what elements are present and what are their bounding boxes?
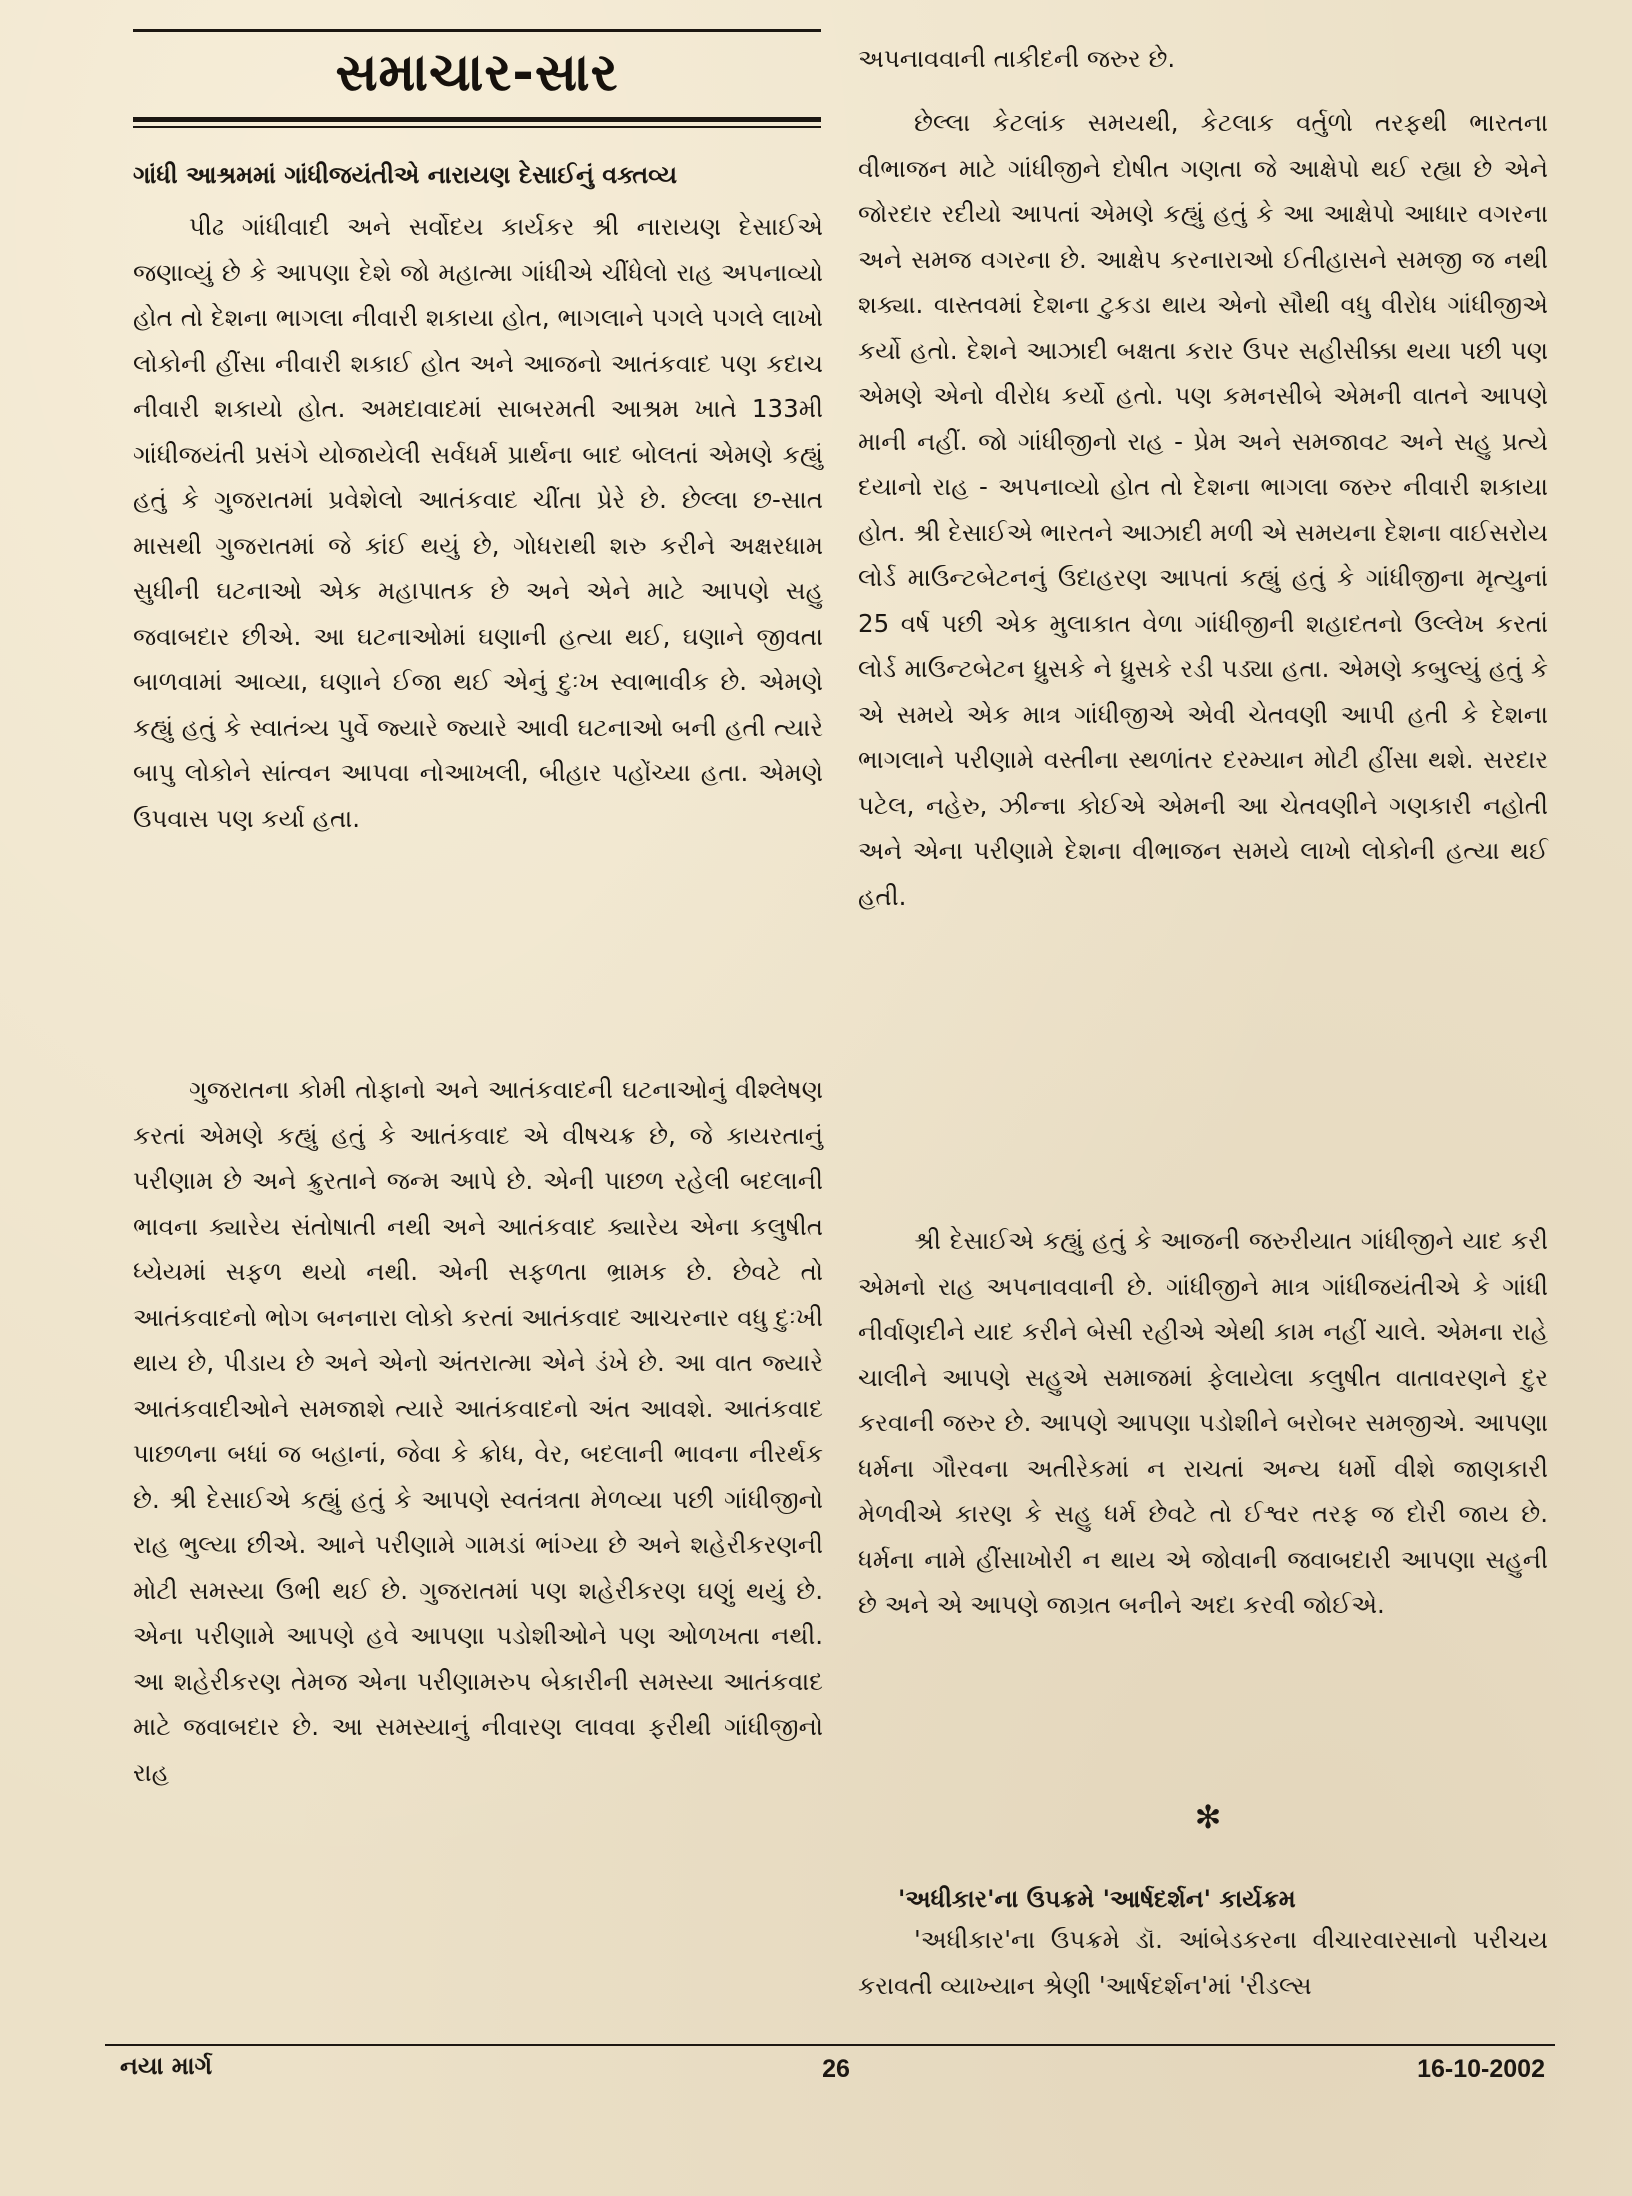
footer-date: 16-10-2002 [1417,2055,1545,2083]
article-body-part-2 [133,1067,823,1795]
section-masthead: સમાચાર-સાર [335,43,619,103]
footer-page-number: 26 [822,2055,850,2083]
second-article-headline: 'અધીકાર'ના ઉપક્રમે 'આર્ષદર્શન' કાર્યક્રમ [898,1885,1296,1913]
article-paragraph-3: છેલ્લા કેટલાંક સમયથી, કેટલાક વર્તુળો તરફથી ભારતના વીભાજન માટે ગાંધીજીને દોષીત ગણતા જે આક્ષેપો થઈ રહ્યા છે એને જોરદાર રદીયો આપતાં એમણે કહ્યું હતું કે આ આક્ષેપો આધાર વગરના અને સમજ વગરના છે. આક્ષેપ કરનારાઓ ઈતીહાસને સમજી જ નથી શક્યા. વાસ્તવમાં દેશના ટુકડા થાય એનો સૌથી વધુ વીરોધ ગાંધીજીએ કર્યો હતો. દેશને આઝાદી બક્ષતા કરાર ઉપર સહીસીક્કા થયા પછી પણ એમણે એનો વીરોધ કર્યો હતો. પણ કમનસીબે એમની વાતને આપણે માની નહીં. જો ગાંધીજીનો રાહ - પ્રેમ અને સમજાવટ અને સહુ પ્રત્યે દયાનો રાહ - અપનાવ્યો હોત તો દેશના ભાગલા જરુર નીવારી શકાયા હોત. શ્રી દેસાઈએ ભારતને આઝાદી મળી એ સમયના દેશના વાઈસરોય લોર્ડ માઉન્ટબેટનનું ઉદાહરણ આપતાં કહ્યું હતું કે ગાંધીજીના મૃત્યુનાં 25 વર્ષ પછી એક મુલાકાત વેળા ગાંધીજીની શહાદતનો ઉલ્લેખ કરતાં લોર્ડ માઉન્ટબેટન ધ્રુસકે ને ધ્રુસકે રડી પડ્યા હતા. એમણે કબુલ્યું હતું કે એ સમયે એક માત્ર ગાંધીજીએ એવી ચેતવણી આપી હતી કે દેશના ભાગલાને પરીણામે વસ્તીના સ્થળાંતર દરમ્યાન મોટી હીંસા થશે. સરદાર પટેલ, નહેરુ, ઝીન્ના કોઈએ એમની આ ચેતવણીને ગણકારી નહોતી અને એના પરીણામે દેશના વીભાજન સમયે લાખો લોકોની હત્યા થઈ હતી. [858,108,1548,911]
article-paragraph-1: પીઢ ગાંધીવાદી અને સર્વોદય કાર્યકર શ્રી નારાયણ દેસાઈએ જણાવ્યું છે કે આપણા દેશે જો મહાત્મા ગાંધીએ ચીંધેલો રાહ અપનાવ્યો હોત તો દેશના ભાગલા નીવારી શકાયા હોત, ભાગલાને પગલે પગલે લાખો લોકોની હીંસા નીવારી શકાઈ હોત અને આજનો આતંકવાદ પણ કદાચ નીવારી શકાયો હોત. અમદાવાદમાં સાબરમતી આશ્રમ ખાતે 133મી ગાંધીજયંતી પ્રસંગે યોજાયેલી સર્વધર્મ પ્રાર્થના બાદ બોલતાં એમણે કહ્યું હતું કે ગુજરાતમાં પ્રવેશેલો આતંકવાદ ચીંતા પ્રેરે છે. છેલ્લા છ-સાત માસથી ગુજરાતમાં જે કાંઈ થયું છે, ગોધરાથી શરુ કરીને અક્ષરધામ સુધીની ઘટનાઓ એક મહાપાતક છે અને એને માટે આપણે સહુ જવાબદાર છીએ. આ ઘટનાઓમાં ઘણાની હત્યા થઈ, ઘણાને જીવતા બાળવામાં આવ્યા, ઘણાને ઈજા થઈ એનું દુઃખ સ્વાભાવીક છે. એમણે કહ્યું હતું કે સ્વાતંત્ર્ય પુર્વે જ્યારે જ્યારે આવી ઘટનાઓ બની હતી ત્યારે બાપુ લોકોને સાંત્વન આપવા નોઆખલી, બીહાર પહોંચ્યા હતા. એમણે ઉપવાસ પણ કર્યા હતા. [133,212,823,833]
section-separator-asterisk: ✻ [1194,1798,1222,1836]
masthead-bottom-rule-thick [133,117,821,122]
masthead-top-rule [133,29,821,32]
footer-publication-name: નયા માર્ગ [120,2052,213,2080]
second-article-paragraph-1: 'અધીકાર'ના ઉપક્રમે ડૉ. આંબેડકરના વીચારવારસાનો પરીચય કરાવતી વ્યાખ્યાન શ્રેણી 'આર્ષદર્શન'માં 'રીડલ્સ [858,1925,1548,2000]
article-paragraph-4: શ્રી દેસાઈએ કહ્યું હતું કે આજની જરુરીયાત ગાંધીજીને યાદ કરી એમનો રાહ અપનાવવાની છે. ગાંધીજીને માત્ર ગાંધીજયંતીએ કે ગાંધી નીર્વાણદીને યાદ કરીને બેસી રહીએ એથી કામ નહીં ચાલે. એમના રાહે ચાલીને આપણે સહુએ સમાજમાં ફેલાયેલા કલુષીત વાતાવરણને દુર કરવાની જરુર છે. આપણે આપણા પડોશીને બરોબર સમજીએ. આપણા ધર્મના ગૌરવના અતીરેકમાં ન રાચતાં અન્ય ધર્મો વીશે જાણકારી મેળવીએ કારણ કે સહુ ધર્મ છેવટે તો ઈશ્વર તરફ જ દોરી જાય છે. ધર્મના નામે હીંસાખોરી ન થાય એ જોવાની જવાબદારી આપણા સહુની છે અને એ આપણે જાગ્રત બનીને અદા કરવી જોઈએ. [858,1226,1548,1619]
article-body-continuation [858,36,1548,82]
article-body-part-1 [133,204,823,841]
footer-rule [105,2044,1555,2046]
article-body-part-3 [858,100,1548,919]
article-headline: ગાંધી આશ્રમમાં ગાંધીજયંતીએ નારાયણ દેસાઈનું વક્તવ્ય [133,161,678,189]
article-paragraph-2: ગુજરાતના કોમી તોફાનો અને આતંકવાદની ઘટનાઓનું વીશ્લેષણ કરતાં એમણે કહ્યું હતું કે આતંકવાદ એ વીષચક્ર છે, જે કાયરતાનું પરીણામ છે અને ક્રુરતાને જન્મ આપે છે. એની પાછળ રહેલી બદલાની ભાવના ક્યારેય સંતોષાતી નથી અને આતંકવાદ ક્યારેય એના કલુષીત ધ્યેયમાં સફળ થયો નથી. એની સફળતા ભ્રામક છે. છેવટે તો આતંકવાદનો ભોગ બનનારા લોકો કરતાં આતંકવાદ આચરનાર વધુ દુઃખી થાય છે, પીડાય છે અને એનો અંતરાત્મા એને ડંખે છે. આ વાત જ્યારે આતંકવાદીઓને સમજાશે ત્યારે આતંકવાદનો અંત આવશે. આતંકવાદ પાછળના બધાં જ બહાનાં, જેવા કે ક્રોધ, વેર, બદલાની ભાવના નીરર્થક છે. શ્રી દેસાઈએ કહ્યું હતું કે આપણે સ્વતંત્રતા મેળવ્યા પછી ગાંધીજીનો રાહ ભુલ્યા છીએ. આને પરીણામે ગામડાં ભાંગ્યા છે અને શહેરીકરણની મોટી સમસ્યા ઉભી થઈ છે. ગુજરાતમાં પણ શહેરીકરણ ઘણું થયું છે. એના પરીણામે આપણે હવે આપણા પડોશીઓને પણ ઓળખતા નથી. આ શહેરીકરણ તેમજ એના પરીણામરુપ બેકારીની સમસ્યા આતંકવાદ માટે જવાબદાર છે. આ સમસ્યાનું નીવારણ લાવવા ફરીથી ગાંધીજીનો રાહ [133,1075,823,1787]
masthead-bottom-rule-thin [133,126,821,128]
article-body-part-4 [858,1218,1548,1628]
second-article-body [858,1917,1548,2008]
article-paragraph-2-continuation: અપનાવવાની તાકીદની જરુર છે. [858,44,1176,73]
